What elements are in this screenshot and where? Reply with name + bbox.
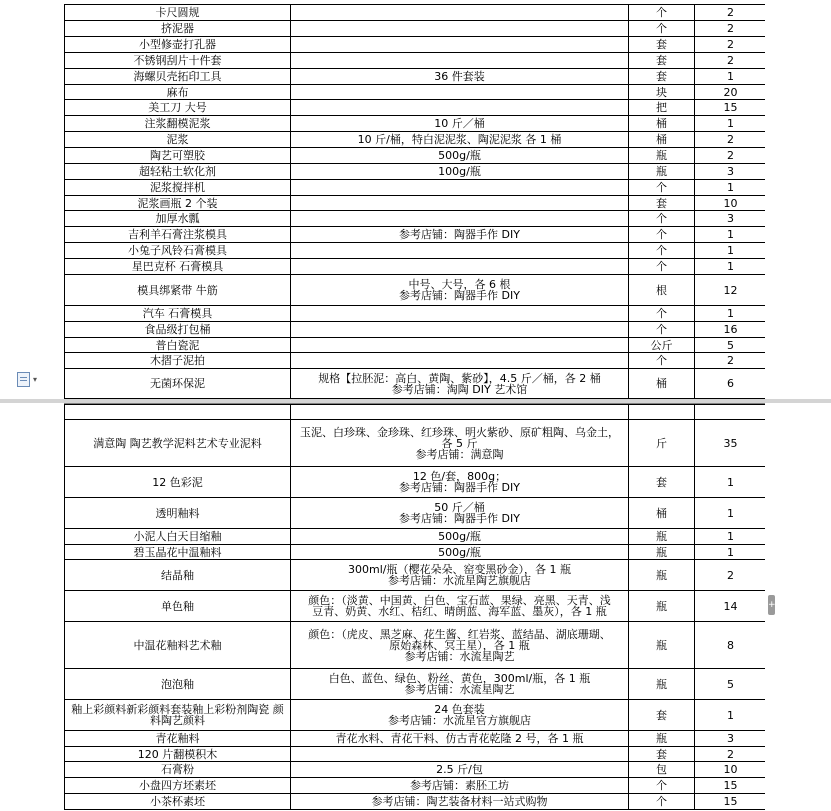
item-quantity-cell: 1 (695, 243, 766, 259)
item-unit-cell: 个 (629, 243, 695, 259)
item-name-cell: 小茶杯素坯 (65, 794, 291, 810)
item-quantity-cell: 10 (695, 762, 766, 778)
table-row (65, 243, 766, 259)
table-row (65, 529, 766, 545)
item-spec-cell (291, 778, 629, 794)
spec-line: 参考店铺：水流星陶艺 (404, 649, 515, 663)
table-row (65, 69, 766, 85)
item-quantity-cell: 8 (695, 622, 766, 669)
item-name-cell: 泥浆搅拌机 (65, 180, 291, 196)
item-unit-cell: 个 (629, 259, 695, 275)
spec-line: 参考店铺：素胚工坊 (410, 779, 509, 792)
table-row (65, 164, 766, 180)
item-spec-cell (291, 227, 629, 243)
item-unit-cell: 个 (629, 794, 695, 810)
item-spec-cell (291, 762, 629, 778)
item-name-cell: 石膏粉 (65, 762, 291, 778)
item-spec-cell (291, 467, 629, 498)
item-unit-cell: 桶 (629, 498, 695, 529)
item-quantity-cell: 12 (695, 275, 766, 306)
item-name-cell: 麻布 (65, 85, 291, 100)
item-spec-cell (291, 498, 629, 529)
item-spec-cell (291, 53, 629, 69)
item-unit-cell: 个 (629, 306, 695, 322)
spec-line: 参考店铺：陶艺装备材料一站式购物 (371, 795, 548, 808)
table-row (65, 700, 766, 731)
item-unit-cell: 套 (629, 53, 695, 69)
spec-line: 参考店铺：满意陶 (415, 447, 504, 461)
spec-line: 中号、大号，各 6 根 (408, 278, 511, 291)
table-row (65, 545, 766, 560)
table-row (65, 622, 766, 669)
item-name-cell: 无菌环保泥 (65, 369, 291, 399)
item-spec-cell (291, 322, 629, 338)
item-spec-cell (291, 747, 629, 762)
item-unit-cell: 斤 (629, 420, 695, 467)
item-unit-cell: 桶 (629, 116, 695, 132)
table-row (65, 53, 766, 69)
item-unit-cell: 个 (629, 353, 695, 369)
item-name-cell: 小型修壶打孔器 (65, 37, 291, 53)
table-row (65, 467, 766, 498)
item-spec-cell (291, 306, 629, 322)
spec-line: 2.5 斤/包 (436, 763, 483, 776)
item-quantity-cell: 1 (695, 116, 766, 132)
item-spec-cell (291, 69, 629, 85)
item-quantity-cell: 35 (695, 420, 766, 467)
right-margin (765, 0, 831, 810)
spec-line: 参考店铺：水流星陶艺 (404, 683, 515, 696)
spec-line: 24 色套装 (434, 703, 485, 716)
item-spec-cell (291, 669, 629, 700)
item-name-cell: 120 片翻模积木 (65, 747, 291, 762)
left-margin (0, 0, 64, 810)
item-quantity-cell: 16 (695, 322, 766, 338)
item-spec-cell (291, 116, 629, 132)
table-row (65, 259, 766, 275)
item-name-cell: 泥浆 (65, 132, 291, 148)
item-unit-cell: 桶 (629, 369, 695, 399)
item-unit-cell: 个 (629, 180, 695, 196)
spec-line: 36 件套装 (434, 70, 485, 83)
item-quantity-cell: 1 (695, 259, 766, 275)
item-unit-cell: 套 (629, 196, 695, 211)
item-name-cell: 小泥人白天目缩釉 (65, 529, 291, 545)
item-quantity-cell: 2 (695, 353, 766, 369)
item-name-cell: 食品级打包桶 (65, 322, 291, 338)
item-name-cell: 普白瓷泥 (65, 338, 291, 353)
item-unit-cell: 瓶 (629, 731, 695, 747)
item-quantity-cell: 1 (695, 467, 766, 498)
item-unit-cell: 公斤 (629, 338, 695, 353)
item-spec-cell (291, 5, 629, 21)
item-unit-cell: 套 (629, 747, 695, 762)
spec-line: 豆青、奶黄、水红、桔红、晴朗蓝、海军蓝、墨灰），各 1 瓶 (312, 605, 607, 618)
table-row (65, 116, 766, 132)
item-quantity-cell: 1 (695, 498, 766, 529)
spec-line: 参考店铺：陶器手作 DIY (399, 289, 520, 302)
item-quantity-cell: 1 (695, 180, 766, 196)
table-row (65, 21, 766, 37)
item-quantity-cell: 2 (695, 148, 766, 164)
table-row (65, 560, 766, 591)
item-spec-cell (291, 405, 629, 420)
materials-table-page-2 (64, 404, 765, 810)
item-spec-cell (291, 259, 629, 275)
spec-line: 白色、蓝色、绿色、粉丝、黄色，300ml/瓶，各 1 瓶 (328, 672, 591, 685)
spec-line: 参考店铺：水流星官方旗舰店 (388, 714, 531, 727)
item-quantity-cell: 6 (695, 369, 766, 399)
item-unit-cell: 个 (629, 21, 695, 37)
table-row (65, 762, 766, 778)
item-spec-cell (291, 180, 629, 196)
table-row (65, 369, 766, 399)
item-spec-cell (291, 353, 629, 369)
item-quantity-cell: 2 (695, 132, 766, 148)
spec-line: 玉泥、白珍珠、金珍珠、红珍珠、明火紫砂、原矿粗陶、乌金土， (300, 425, 619, 439)
spec-line: 规格【拉胚泥：高白、黄陶、紫砂】，4.5 斤／桶，各 2 桶 (318, 371, 601, 385)
item-quantity-cell: 2 (695, 37, 766, 53)
item-name-cell: 泥浆画瓶 2 个装 (65, 196, 291, 211)
table-row (65, 275, 766, 306)
item-spec-cell (291, 591, 629, 622)
chevron-down-icon: ▾ (33, 374, 38, 384)
spec-line: 100g/瓶 (438, 165, 481, 178)
item-name-cell: 满意陶 陶艺教学泥料艺术专业泥料 (65, 420, 291, 467)
table-row (65, 591, 766, 622)
item-quantity-cell: 1 (695, 700, 766, 731)
item-spec-cell (291, 243, 629, 259)
spec-line: 10 斤/桶，特白泥泥浆、陶泥泥浆 各 1 桶 (357, 133, 562, 146)
table-row (65, 778, 766, 794)
item-spec-cell (291, 100, 629, 116)
spec-line: 12 色/套，800g； (412, 470, 507, 483)
item-quantity-cell: 3 (695, 164, 766, 180)
item-quantity-cell: 1 (695, 306, 766, 322)
table-row (65, 747, 766, 762)
item-unit-cell: 根 (629, 275, 695, 306)
table-row (65, 148, 766, 164)
table-row (65, 132, 766, 148)
item-unit-cell: 个 (629, 227, 695, 243)
item-unit-cell: 个 (629, 778, 695, 794)
item-spec-cell (291, 731, 629, 747)
item-unit-cell: 瓶 (629, 148, 695, 164)
item-name-cell: 海螺贝壳拓印工具 (65, 69, 291, 85)
item-name-cell (65, 405, 291, 420)
item-spec-cell (291, 132, 629, 148)
table-row (65, 306, 766, 322)
spec-line: 青花水料、青花干料、仿古青花乾隆 2 号，各 1 瓶 (335, 732, 584, 745)
item-name-cell: 透明釉料 (65, 498, 291, 529)
item-unit-cell: 瓶 (629, 591, 695, 622)
item-name-cell: 超轻粘土软化剂 (65, 164, 291, 180)
item-unit-cell: 个 (629, 5, 695, 21)
spec-line: 各 5 斤 (441, 436, 478, 450)
item-quantity-cell: 1 (695, 545, 766, 560)
item-unit-cell: 套 (629, 700, 695, 731)
spec-line: 10 斤／桶 (434, 117, 485, 130)
table-row (65, 405, 766, 420)
spec-line: 参考店铺：陶器手作 DIY (399, 228, 520, 241)
spec-line: 颜色：（淡黄、中国黄、白色、宝石蓝、果绿、亮黑、天青、浅 (308, 594, 611, 607)
item-quantity-cell: 2 (695, 560, 766, 591)
item-unit-cell: 个 (629, 211, 695, 227)
item-spec-cell (291, 560, 629, 591)
item-quantity-cell: 15 (695, 778, 766, 794)
spec-line: 500g/瓶 (438, 545, 481, 559)
table-row (65, 196, 766, 211)
table-row (65, 211, 766, 227)
spec-line: 50 斤／桶 (434, 501, 485, 514)
item-name-cell: 汽车 石膏模具 (65, 306, 291, 322)
item-quantity-cell: 2 (695, 53, 766, 69)
spec-line: 参考店铺：陶器手作 DIY (399, 512, 520, 525)
item-quantity-cell: 2 (695, 21, 766, 37)
item-quantity-cell: 2 (695, 5, 766, 21)
item-unit-cell: 瓶 (629, 164, 695, 180)
item-spec-cell (291, 148, 629, 164)
item-unit-cell: 桶 (629, 132, 695, 148)
item-unit-cell: 把 (629, 100, 695, 116)
item-unit-cell: 瓶 (629, 622, 695, 669)
item-spec-cell (291, 211, 629, 227)
table-row (65, 37, 766, 53)
document-icon (17, 372, 30, 387)
item-name-cell: 星巴克杯 石膏模具 (65, 259, 291, 275)
item-quantity-cell: 20 (695, 85, 766, 100)
document-options-button[interactable] (17, 370, 45, 388)
item-name-cell: 加厚水瓢 (65, 211, 291, 227)
item-spec-cell (291, 85, 629, 100)
item-unit-cell: 瓶 (629, 560, 695, 591)
item-spec-cell (291, 700, 629, 731)
item-name-cell: 单色釉 (65, 591, 291, 622)
materials-table-page-1 (64, 4, 765, 399)
item-quantity-cell: 2 (695, 747, 766, 762)
item-name-cell: 不锈钢刮片十件套 (65, 53, 291, 69)
item-quantity-cell: 3 (695, 211, 766, 227)
table-row (65, 322, 766, 338)
expand-panel-button[interactable]: + (768, 595, 775, 615)
table-row (65, 180, 766, 196)
item-name-cell: 小盘四方坯素坯 (65, 778, 291, 794)
item-quantity-cell: 5 (695, 669, 766, 700)
spec-line: 参考店铺：陶器手作 DIY (399, 481, 520, 494)
spec-line: 500g/瓶 (438, 530, 481, 543)
item-unit-cell: 套 (629, 467, 695, 498)
table-row (65, 794, 766, 810)
item-spec-cell (291, 794, 629, 810)
item-name-cell: 结晶釉 (65, 560, 291, 591)
table-row (65, 100, 766, 116)
item-quantity-cell: 1 (695, 69, 766, 85)
item-name-cell: 模具绑紧带 牛筋 (65, 275, 291, 306)
item-spec-cell (291, 622, 629, 669)
item-quantity-cell: 1 (695, 529, 766, 545)
table-row (65, 420, 766, 467)
table-row (65, 5, 766, 21)
table-row (65, 338, 766, 353)
item-name-cell: 小兔子风铃石膏模具 (65, 243, 291, 259)
item-name-cell: 12 色彩泥 (65, 467, 291, 498)
table-row (65, 227, 766, 243)
item-unit-cell: 瓶 (629, 669, 695, 700)
item-quantity-cell: 1 (695, 227, 766, 243)
item-quantity-cell: 10 (695, 196, 766, 211)
item-spec-cell (291, 369, 629, 399)
page-2 (64, 403, 765, 811)
spec-line: 300ml/瓶（樱花朵朵、窑变黑砂金），各 1 瓶 (348, 563, 571, 576)
item-unit-cell: 个 (629, 322, 695, 338)
item-quantity-cell: 5 (695, 338, 766, 353)
item-unit-cell: 瓶 (629, 529, 695, 545)
item-quantity-cell: 15 (695, 100, 766, 116)
table-row (65, 669, 766, 700)
item-spec-cell (291, 338, 629, 353)
item-name-cell: 木摺子泥拍 (65, 353, 291, 369)
item-unit-cell: 套 (629, 37, 695, 53)
item-unit-cell: 包 (629, 762, 695, 778)
item-unit-cell: 块 (629, 85, 695, 100)
page-1 (64, 0, 765, 400)
item-unit-cell: 瓶 (629, 545, 695, 560)
spec-line: 参考店铺：淘陶 DIY 艺术馆 (391, 382, 528, 396)
spec-line: 500g/瓶 (438, 149, 481, 162)
item-quantity-cell: 15 (695, 794, 766, 810)
table-row (65, 498, 766, 529)
item-name-cell: 卡尺圆规 (65, 5, 291, 21)
spec-line: 原始森林、冥王星），各 1 瓶 (389, 638, 530, 652)
item-name-cell: 美工刀 大号 (65, 100, 291, 116)
item-spec-cell (291, 21, 629, 37)
spec-line: 参考店铺：水流星陶艺旗舰店 (388, 574, 531, 587)
item-name-cell: 挤泥器 (65, 21, 291, 37)
item-unit-cell (629, 405, 695, 420)
item-spec-cell (291, 196, 629, 211)
item-spec-cell (291, 420, 629, 467)
item-quantity-cell: 3 (695, 731, 766, 747)
item-name-cell: 釉上彩颜料新彩颜料套装釉上彩粉剂陶瓷 颜料陶艺颜料 (65, 700, 291, 731)
table-row (65, 731, 766, 747)
item-name-cell: 陶艺可塑胶 (65, 148, 291, 164)
item-spec-cell (291, 164, 629, 180)
item-unit-cell: 套 (629, 69, 695, 85)
item-name-cell: 注浆翻模泥浆 (65, 116, 291, 132)
item-spec-cell (291, 529, 629, 545)
table-row (65, 353, 766, 369)
item-name-cell: 碧玉晶花中温釉料 (65, 545, 291, 560)
spec-line: 颜色：（虎皮、黑芝麻、花生酱、红岩浆、蓝结晶、湖底珊瑚、 (308, 627, 611, 641)
item-spec-cell (291, 275, 629, 306)
item-name-cell: 中温花釉料艺术釉 (65, 622, 291, 669)
item-spec-cell (291, 37, 629, 53)
item-name-cell: 青花釉料 (65, 731, 291, 747)
item-quantity-cell: 14 (695, 591, 766, 622)
item-name-cell: 吉利羊石膏注浆模具 (65, 227, 291, 243)
item-name-cell: 泡泡釉 (65, 669, 291, 700)
item-spec-cell (291, 545, 629, 560)
table-row (65, 85, 766, 100)
item-quantity-cell (695, 405, 766, 420)
